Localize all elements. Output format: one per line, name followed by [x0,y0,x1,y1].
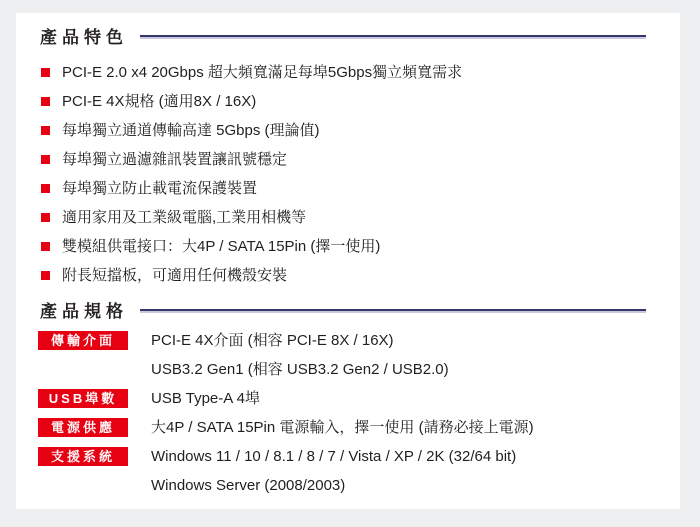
feature-item [41,260,660,289]
features-section-header [40,23,646,47]
spec-row-interface [38,326,660,384]
spec-value: Windows 11 / 10 / 8.1 / 8 / 7 / Vista / XP / 2K (32/64 bit) [151,448,517,465]
spec-value: Windows Server (2008/2003) [151,477,346,494]
bullet-square-icon [41,271,50,280]
spec-label-badge: 電源供應 [38,418,128,437]
specs-title-divider-line [140,309,646,311]
specs-section-header [40,297,646,321]
bullet-square-icon [41,213,50,222]
specs-section-title: 產品規格 [40,301,128,321]
feature-item [41,115,660,144]
features-title-divider-line [140,35,646,37]
spec-value: USB3.2 Gen1 (相容 USB3.2 Gen2 / USB2.0) [151,361,449,378]
bullet-square-icon [41,68,50,77]
spec-value: 大4P / SATA 15Pin 電源輸入，擇一使用 (請務必接上電源) [151,419,534,436]
spec-label-badge: 支援系統 [38,447,128,466]
bullet-square-icon [41,242,50,251]
spec-label-badge: USB埠數 [38,389,128,408]
spec-label-badge: 傳輸介面 [38,331,128,350]
feature-text: 適用家用及工業級電腦,工業用相機等 [62,209,307,226]
feature-item [41,144,660,173]
feature-text: 附長短擋板，可適用任何機殼安裝 [62,267,288,284]
features-section-title: 產品特色 [40,27,128,47]
feature-text: 雙模組供電接口：大4P / SATA 15Pin (擇一使用) [62,238,381,255]
spec-table [38,326,660,500]
bullet-square-icon [41,155,50,164]
feature-item [41,173,660,202]
spec-row-usb-ports [38,384,660,413]
spec-value: USB Type-A 4埠 [151,390,260,407]
feature-text: 每埠獨立防止載電流保護裝置 [62,180,258,197]
feature-text: 每埠獨立通道傳輸高達 5Gbps (理論值) [62,122,320,139]
bullet-square-icon [41,126,50,135]
spec-value: PCI-E 4X介面 (相容 PCI-E 8X / 16X) [151,332,394,349]
feature-text: PCI-E 4X規格 (適用8X / 16X) [62,93,257,110]
feature-item [41,86,660,115]
feature-text: PCI-E 2.0 x4 20Gbps 超大頻寬滿足每埠5Gbps獨立頻寬需求 [62,64,463,81]
feature-item [41,202,660,231]
feature-list [41,57,660,289]
bullet-square-icon [41,97,50,106]
product-info-card [16,13,680,509]
spec-row-power [38,413,660,442]
spec-row-supported-os [38,442,660,500]
feature-text: 每埠獨立過濾雜訊裝置讓訊號穩定 [62,151,288,168]
feature-item [41,231,660,260]
feature-item [41,57,660,86]
bullet-square-icon [41,184,50,193]
